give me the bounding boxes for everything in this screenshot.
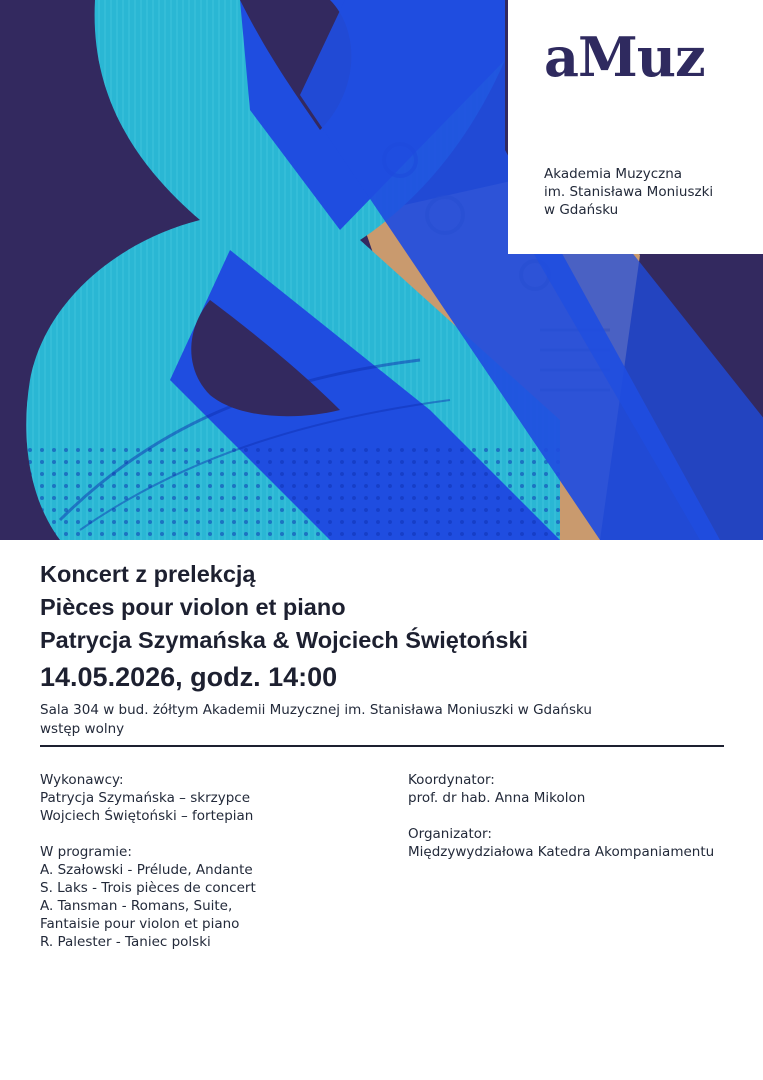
event-performers-title: Patrycja Szymańska & Wojciech Świętoński	[40, 627, 529, 653]
organizer-name: Międzywydziałowa Katedra Akompaniamentu	[408, 844, 715, 860]
institution-line-1: Akademia Muzyczna	[544, 166, 683, 182]
left-column	[40, 771, 256, 951]
program-item: Fantaisie pour violon et piano	[40, 916, 240, 932]
performer-item: Patrycja Szymańska – skrzypce	[40, 790, 250, 806]
divider	[40, 745, 724, 747]
coordinator-name: prof. dr hab. Anna Mikolon	[408, 790, 586, 806]
venue-text: Sala 304 w bud. żółtym Akademii Muzycznej im. Stanisława Moniuszki w Gdańsku	[40, 702, 592, 718]
event-datetime: 14.05.2026, godz. 14:00	[40, 662, 338, 692]
performers-heading: Wykonawcy:	[40, 772, 124, 788]
amuz-logo: aMuz	[544, 25, 705, 89]
program-heading: W programie:	[40, 844, 132, 860]
event-subtitle: Pièces pour violon et piano	[40, 594, 346, 620]
right-column	[408, 771, 714, 861]
logo-panel	[508, 0, 763, 254]
program-item: A. Tansman - Romans, Suite,	[40, 898, 233, 914]
institution-line-3: w Gdańsku	[544, 202, 619, 218]
event-heading	[40, 558, 730, 695]
coordinator-heading: Koordynator:	[408, 772, 495, 788]
institution-name	[544, 165, 713, 219]
program-item: S. Laks - Trois pièces de concert	[40, 880, 256, 896]
performer-item: Wojciech Świętoński – fortepian	[40, 808, 254, 824]
event-venue	[40, 701, 592, 739]
event-title: Koncert z prelekcją	[40, 561, 256, 587]
program-item: R. Palester - Taniec polski	[40, 934, 211, 950]
program-item: A. Szałowski - Prélude, Andante	[40, 862, 253, 878]
institution-line-2: im. Stanisława Moniuszki	[544, 184, 714, 200]
admission-text: wstęp wolny	[40, 721, 125, 737]
organizer-heading: Organizator:	[408, 826, 492, 842]
